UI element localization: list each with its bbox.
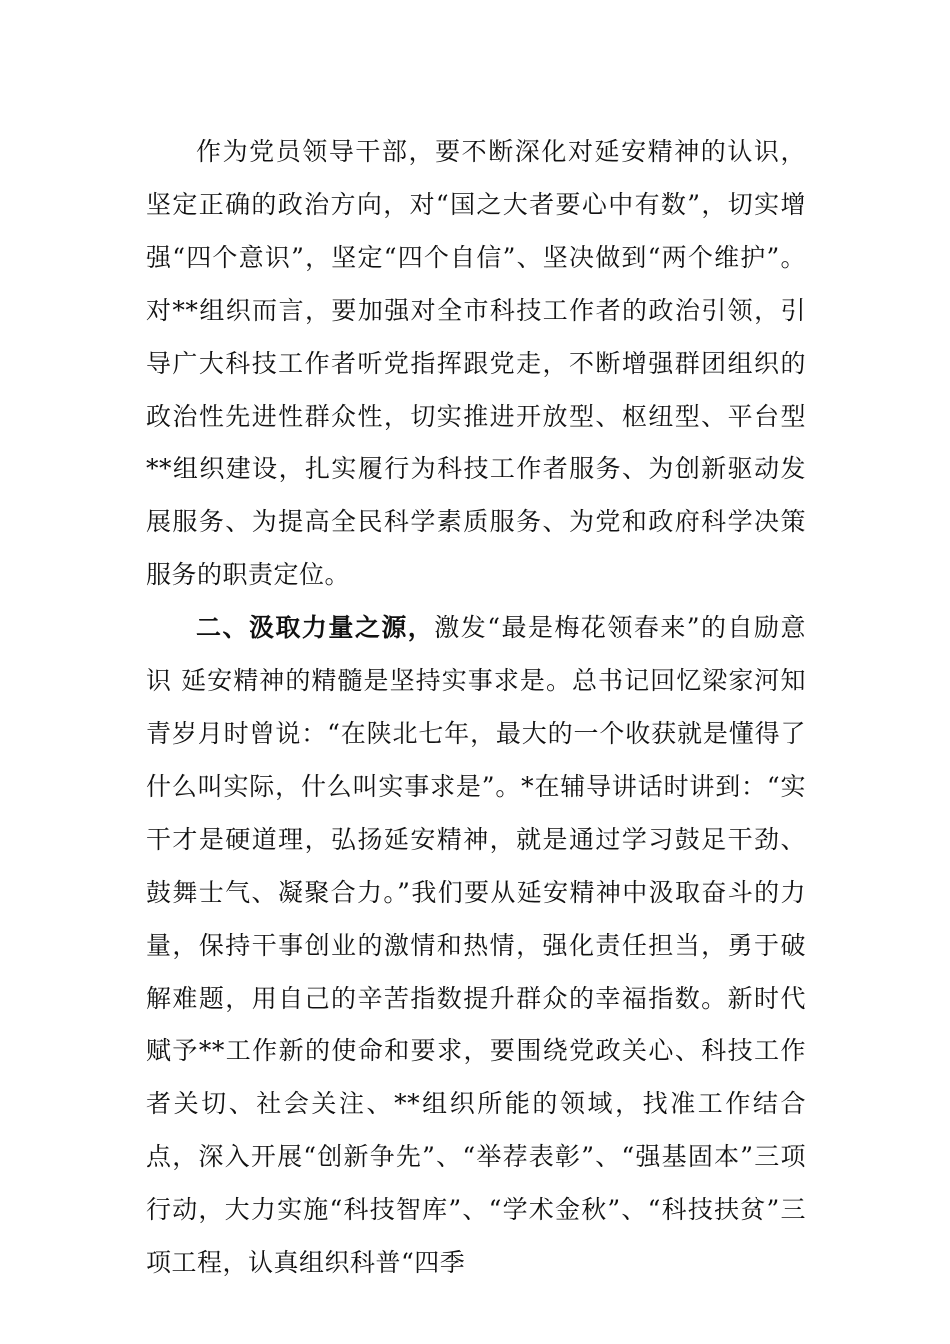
- paragraph-1: [146, 126, 806, 602]
- document-body: [146, 126, 806, 1290]
- paragraph-1-text: 作为党员领导干部，要不断深化对延安精神的认识，坚定正确的政治方向，对“国之大者要心中有数”，切实增强“四个意识”，坚定“四个自信”、坚决做到“两个维护”。对**组织而言，要加强对全市科技工作者的政治引领，引导广大科技工作者听党指挥跟党走，不断增强群团组织的政治性先进性群众性，切实推进开放型、枢纽型、平台型**组织建设，扎实履行为科技工作者服务、为创新驱动发展服务、为提高全民科学素质服务、为党和政府科学决策服务的职责定位。: [146, 137, 806, 590]
- paragraph-2: [146, 602, 806, 1290]
- paragraph-2-text: 激发“最是梅花领春来”的自励意识 延安精神的精髓是坚持实事求是。总书记回忆梁家河知青岁月时曾说：“在陕北七年，最大的一个收获就是懂得了什么叫实际，什么叫实事求是”。*在辅导讲话时讲到：“实干才是硬道理，弘扬延安精神，就是通过学习鼓足干劲、鼓舞士气、凝聚合力。”我们要从延安精神中汲取奋斗的力量，保持干事创业的激情和热情，强化责任担当，勇于破解难题，用自己的辛苦指数提升群众的幸福指数。新时代赋予**工作新的使命和要求，要围绕党政关心、科技工作者关切、社会关注、**组织所能的领域，找准工作结合点，深入开展“创新争先”、“举荐表彰”、“强基固本”三项行动，大力实施“科技智库”、“学术金秋”、“科技扶贫”三项工程，认真组织科普“四季: [146, 613, 806, 1278]
- section-heading: 二、汲取力量之源，: [196, 613, 435, 643]
